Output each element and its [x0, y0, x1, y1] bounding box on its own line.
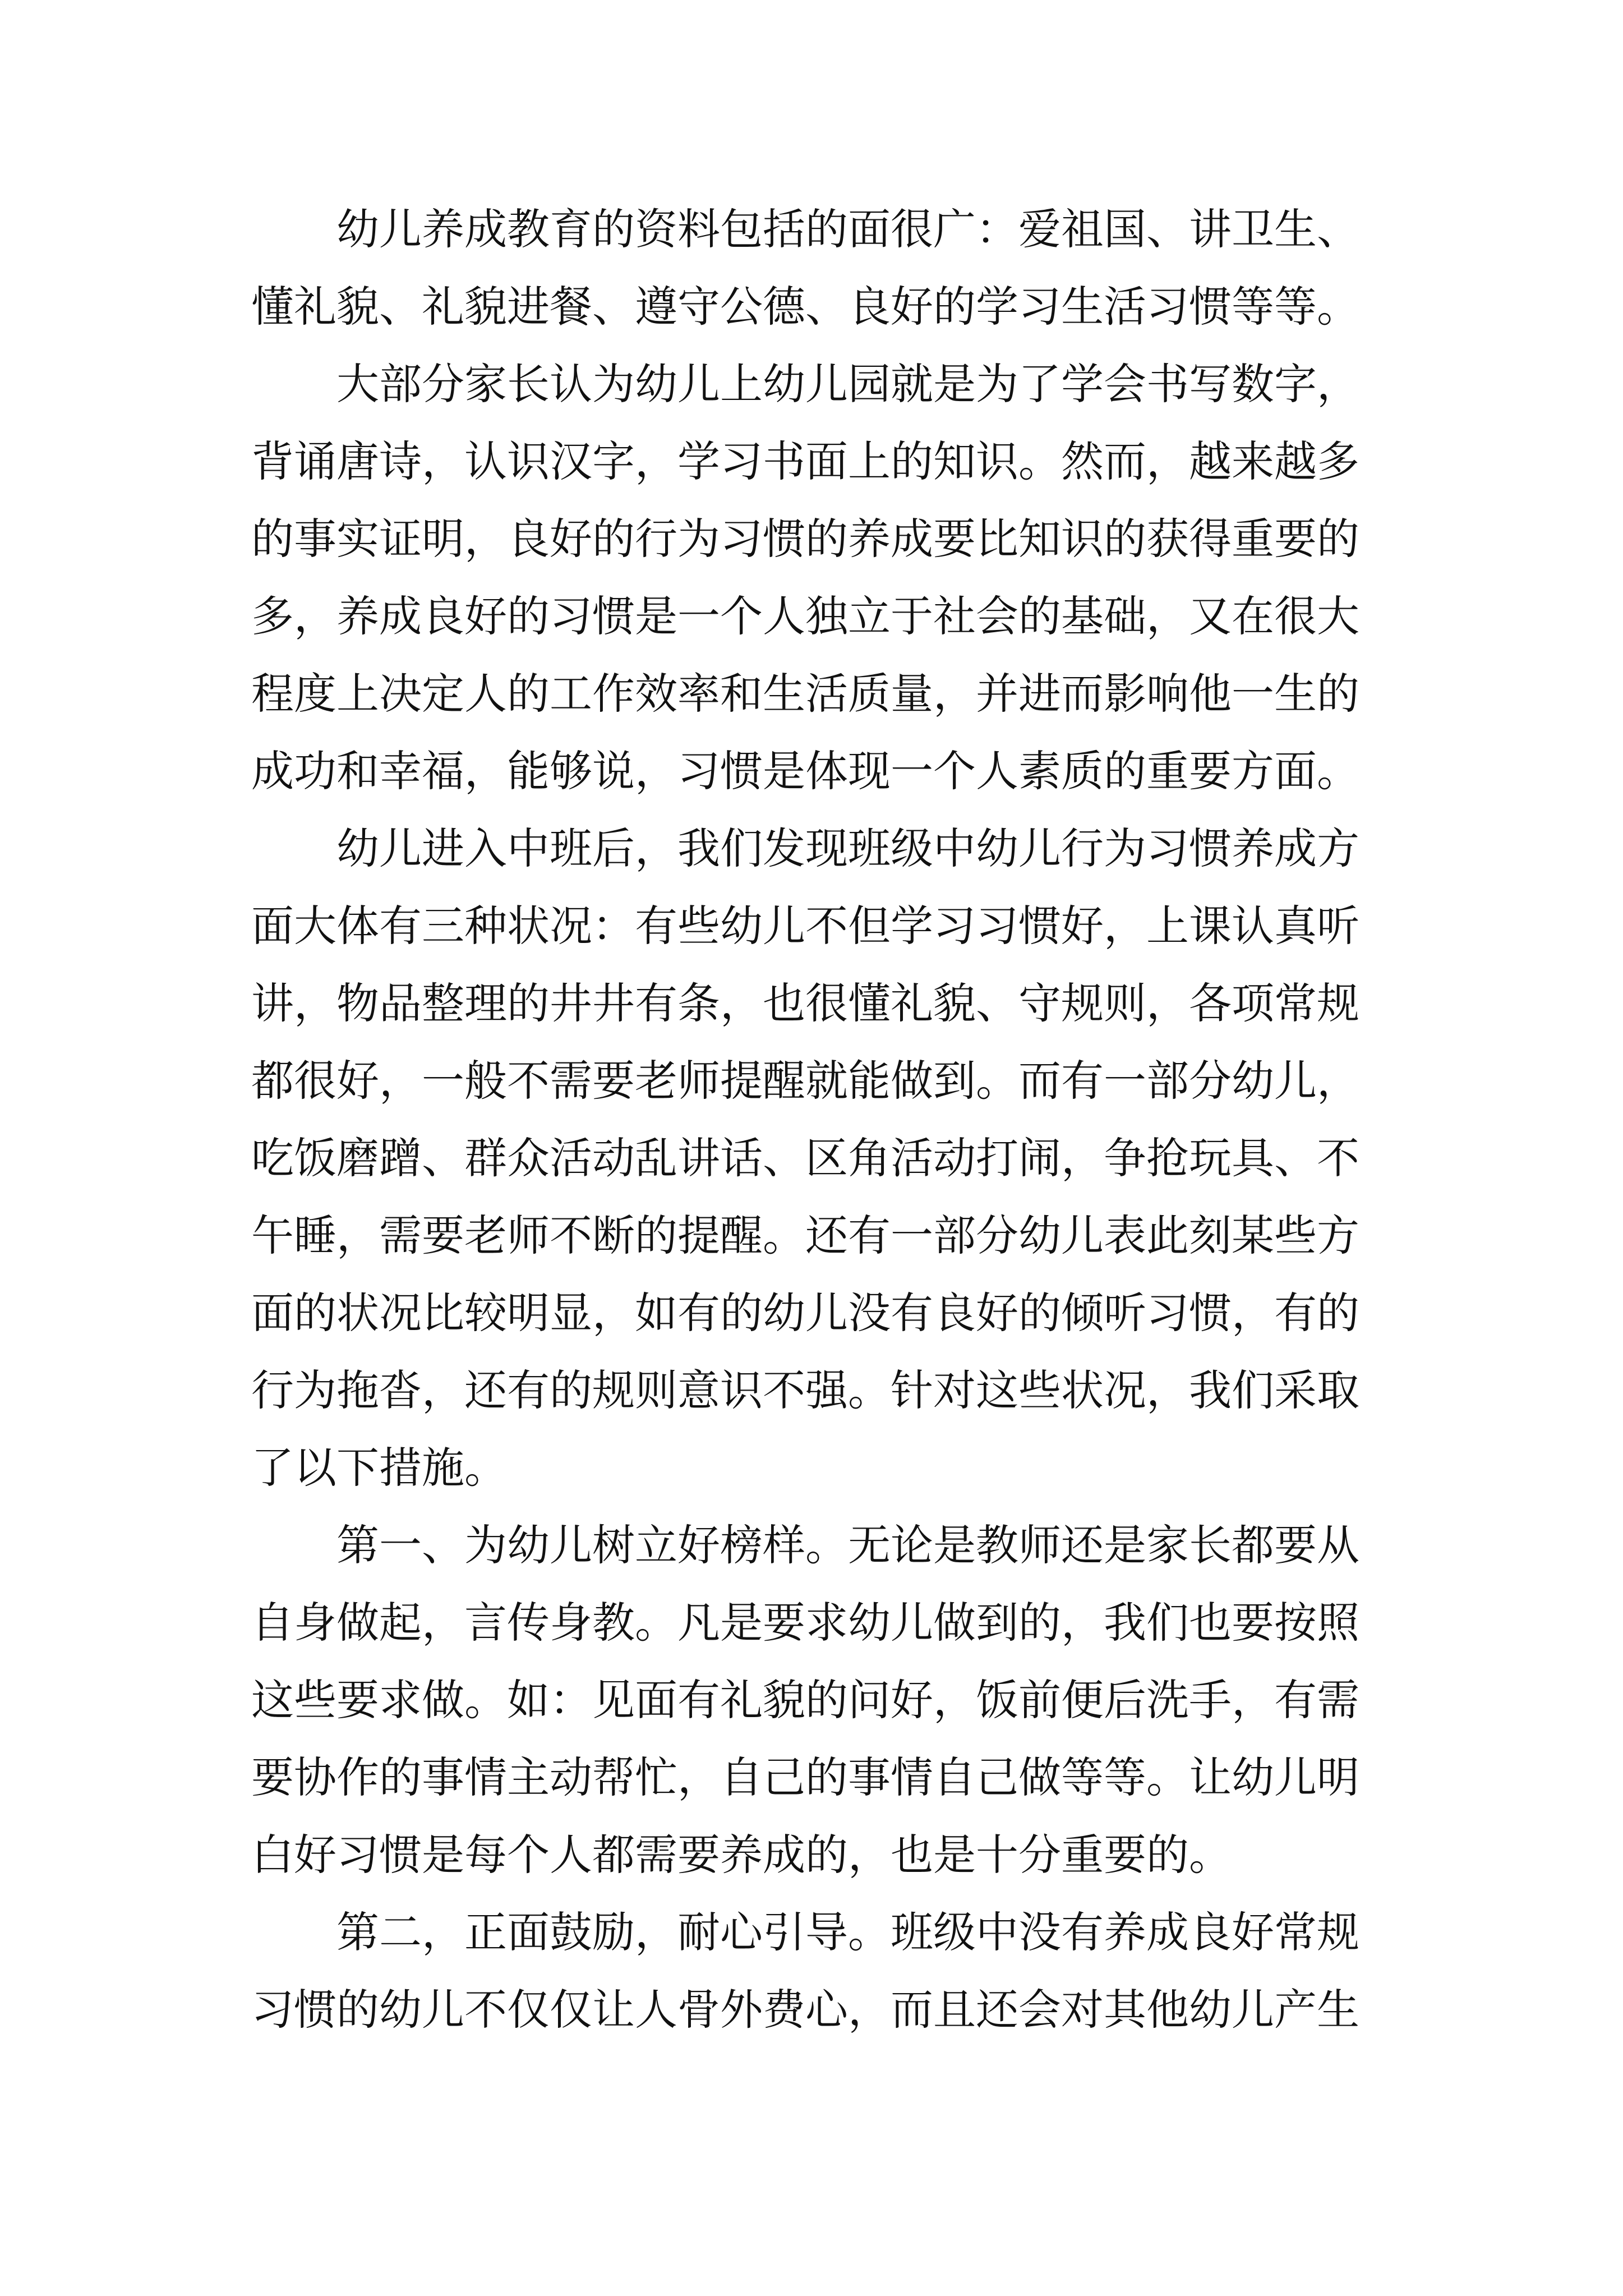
paragraph-2-line-6: 成功和幸福，能够说，习惯是体现一个人素质的重要方面。	[251, 746, 1359, 796]
paragraph-1-line-2: 懂礼貌、礼貌进餐、遵守公德、良好的学习生活习惯等等。	[251, 282, 1359, 332]
paragraph-3-line-8: 行为拖沓，还有的规则意识不强。针对这些状况，我们采取	[251, 1365, 1359, 1415]
paragraph-4-line-2: 自身做起，言传身教。凡是要求幼儿做到的，我们也要按照	[251, 1598, 1359, 1648]
paragraph-2-line-1: 大部分家长认为幼儿上幼儿园就是为了学会书写数字，	[336, 359, 1359, 409]
paragraph-4-line-3: 这些要求做。如：见面有礼貌的问好，饭前便后洗手，有需	[251, 1675, 1359, 1725]
paragraph-4-line-4: 要协作的事情主动帮忙，自己的事情自己做等等。让幼儿明	[251, 1752, 1359, 1802]
paragraph-2-line-3: 的事实证明，良好的行为习惯的养成要比知识的获得重要的	[251, 514, 1359, 564]
paragraph-3-line-5: 吃饭磨蹭、群众活动乱讲话、区角活动打闹，争抢玩具、不	[251, 1133, 1359, 1183]
paragraph-3-line-4: 都很好，一般不需要老师提醒就能做到。而有一部分幼儿，	[251, 1056, 1359, 1106]
paragraph-3-line-3: 讲，物品整理的井井有条，也很懂礼貌、守规则，各项常规	[251, 978, 1359, 1028]
paragraph-3-line-6: 午睡，需要老师不断的提醒。还有一部分幼儿表此刻某些方	[251, 1211, 1359, 1260]
paragraph-5-line-2: 习惯的幼儿不仅仅让人骨外费心，而且还会对其他幼儿产生	[251, 1985, 1359, 2035]
paragraph-5-line-1: 第二，正面鼓励，耐心引导。班级中没有养成良好常规	[336, 1907, 1359, 1957]
paragraph-3-line-2: 面大体有三种状况：有些幼儿不但学习习惯好，上课认真听	[251, 901, 1359, 951]
paragraph-2-line-4: 多，养成良好的习惯是一个人独立于社会的基础，又在很大	[251, 591, 1359, 641]
body-text	[251, 191, 1401, 2049]
paragraph-3-line-1: 幼儿进入中班后，我们发现班级中幼儿行为习惯养成方	[336, 823, 1359, 873]
paragraph-3-line-9: 了以下措施。	[251, 1443, 507, 1493]
paragraph-1-line-1: 幼儿养成教育的资料包括的面很广：爱祖国、讲卫生、	[336, 204, 1359, 254]
paragraph-2-line-5: 程度上决定人的工作效率和生活质量，并进而影响他一生的	[251, 669, 1359, 719]
paragraph-4-line-5: 白好习惯是每个人都需要养成的，也是十分重要的。	[251, 1830, 1232, 1880]
paragraph-2-line-2: 背诵唐诗，认识汉字，学习书面上的知识。然而，越来越多	[251, 436, 1359, 486]
paragraph-3-line-7: 面的状况比较明显，如有的幼儿没有良好的倾听习惯，有的	[251, 1288, 1359, 1338]
paragraph-4-line-1: 第一、为幼儿树立好榜样。无论是教师还是家长都要从	[336, 1520, 1359, 1570]
